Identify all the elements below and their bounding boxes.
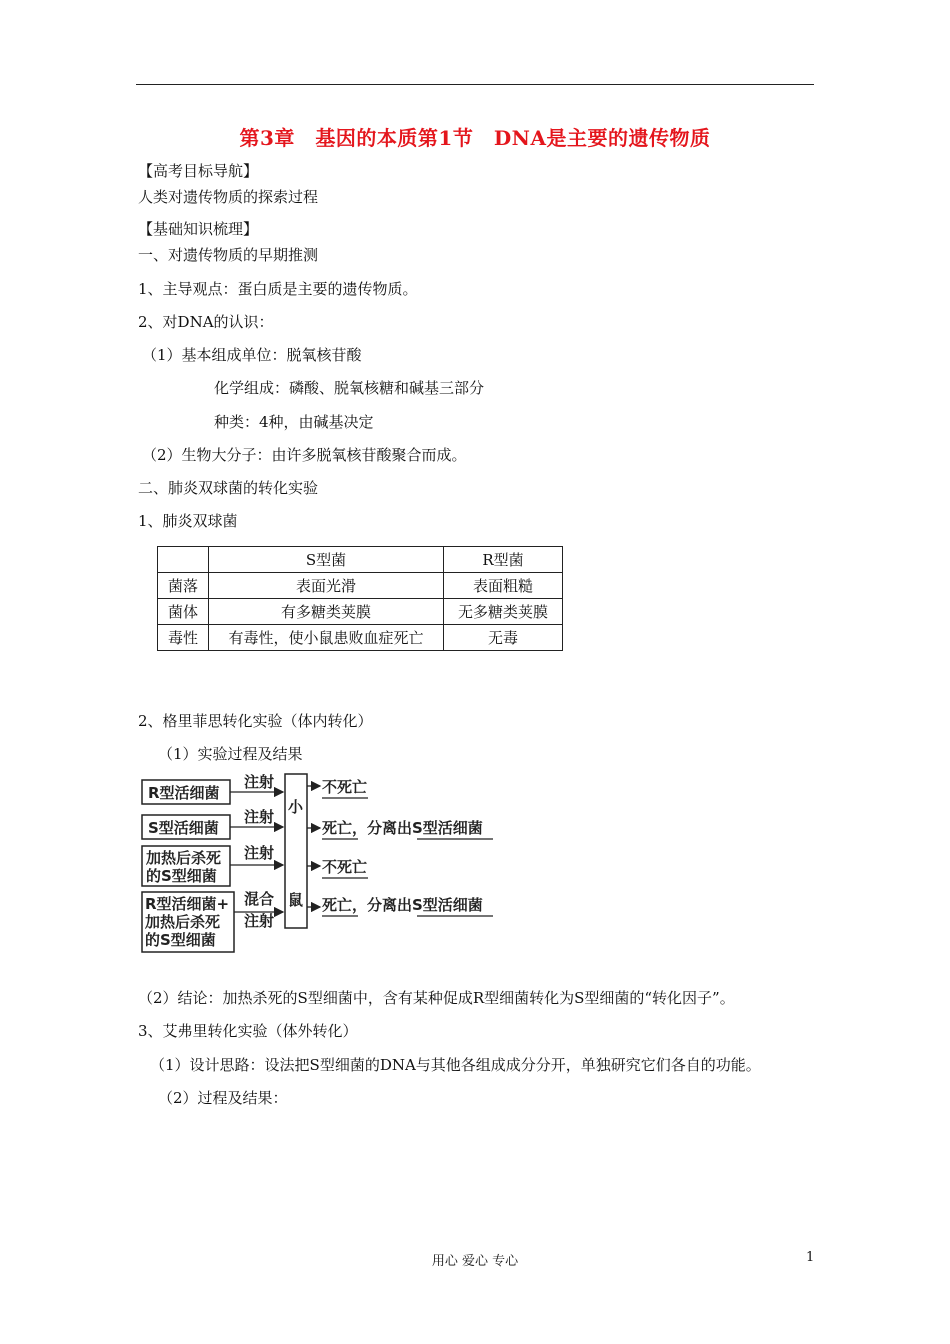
table-row — [158, 599, 563, 625]
table-header-cell: S型菌 — [209, 547, 444, 573]
table-header-cell — [158, 547, 209, 573]
page-footer: 用心 爱心 专心 — [431, 1254, 519, 1269]
table-header-row — [158, 547, 563, 573]
table-cell: 菌体 — [158, 599, 209, 625]
table-cell: 表面光滑 — [209, 573, 444, 599]
subpoint-avery-process: （2）过程及结果： — [158, 1089, 288, 1107]
header-rule — [136, 84, 814, 85]
section-heading-goals: 【高考目标导航】 — [138, 162, 259, 180]
table-row — [158, 625, 563, 651]
box-mixed-line2: 加热后杀死 — [145, 913, 221, 931]
table-cell: 无毒 — [444, 625, 563, 651]
subpoint-types: 种类：4种，由碱基决定 — [214, 413, 374, 431]
page-title: 第3章 基因的本质第1节 DNA是主要的遗传物质 — [239, 126, 711, 150]
action-inject-2: 注射 — [244, 808, 275, 826]
subpoint-basic-unit: （1）基本组成单位：脱氧核苷酸 — [142, 346, 362, 364]
griffith-conclusion: （2）结论：加热杀死的S型细菌中，含有某种促成R型细菌转化为S型细菌的“转化因子”。 — [138, 989, 735, 1007]
result-3: 不死亡 — [322, 858, 368, 876]
subpoint-macromolecule: （2）生物大分子：由许多脱氧核苷酸聚合而成。 — [142, 446, 467, 464]
table-cell: 有毒性，使小鼠患败血症死亡 — [209, 625, 444, 651]
point-main-view: 1、主导观点：蛋白质是主要的遗传物质。 — [138, 280, 418, 298]
action-mix: 混合 — [244, 890, 275, 908]
point-griffith-experiment: 2、格里菲思转化实验（体内转化） — [138, 712, 373, 730]
point-dna-knowledge: 2、对DNA的认识： — [138, 313, 274, 331]
griffith-experiment-diagram — [138, 770, 518, 955]
box-r-live-label: R型活细菌 — [148, 784, 220, 802]
action-inject-4: 注射 — [244, 912, 275, 930]
action-inject-3: 注射 — [244, 844, 275, 862]
heading-early-speculation: 一、对遗传物质的早期推测 — [138, 246, 319, 264]
table-cell: 无多糖类荚膜 — [444, 599, 563, 625]
subpoint-chemical-composition: 化学组成：磷酸、脱氧核糖和碱基三部分 — [214, 379, 485, 397]
table-cell: 毒性 — [158, 625, 209, 651]
box-s-heat-killed-line2: 的S型细菌 — [146, 867, 217, 885]
result-4: 死亡，分离出S型活细菌 — [322, 896, 483, 914]
action-inject-1: 注射 — [244, 773, 275, 791]
box-mixed-line3: 的S型细菌 — [145, 931, 216, 949]
table-cell: 菌落 — [158, 573, 209, 599]
box-s-heat-killed-line1: 加热后杀死 — [146, 849, 222, 867]
table-row — [158, 573, 563, 599]
section-heading-knowledge: 【基础知识梳理】 — [138, 220, 259, 238]
point-avery-experiment: 3、艾弗里转化实验（体外转化） — [138, 1022, 358, 1040]
result-1: 不死亡 — [322, 778, 368, 796]
mouse-label-1: 小 — [288, 798, 304, 816]
table-header-cell: R型菌 — [444, 547, 563, 573]
heading-transformation-experiment: 二、肺炎双球菌的转化实验 — [138, 479, 319, 497]
subpoint-design-idea: （1）设计思路：设法把S型细菌的DNA与其他各组成成分分开，单独研究它们各自的功能。 — [150, 1056, 761, 1074]
box-s-live-label: S型活细菌 — [148, 819, 219, 837]
mouse-label-2: 鼠 — [288, 891, 304, 909]
result-2: 死亡，分离出S型活细菌 — [322, 819, 483, 837]
table-cell: 有多糖类荚膜 — [209, 599, 444, 625]
goal-text: 人类对遗传物质的探索过程 — [138, 188, 319, 206]
bacteria-comparison-table — [157, 546, 563, 651]
box-mixed-line1: R型活细菌+ — [145, 895, 230, 913]
page-number: 1 — [806, 1250, 815, 1265]
subpoint-process-results: （1）实验过程及结果 — [158, 745, 303, 763]
table-cell: 表面粗糙 — [444, 573, 563, 599]
point-pneumococcus: 1、肺炎双球菌 — [138, 512, 238, 530]
